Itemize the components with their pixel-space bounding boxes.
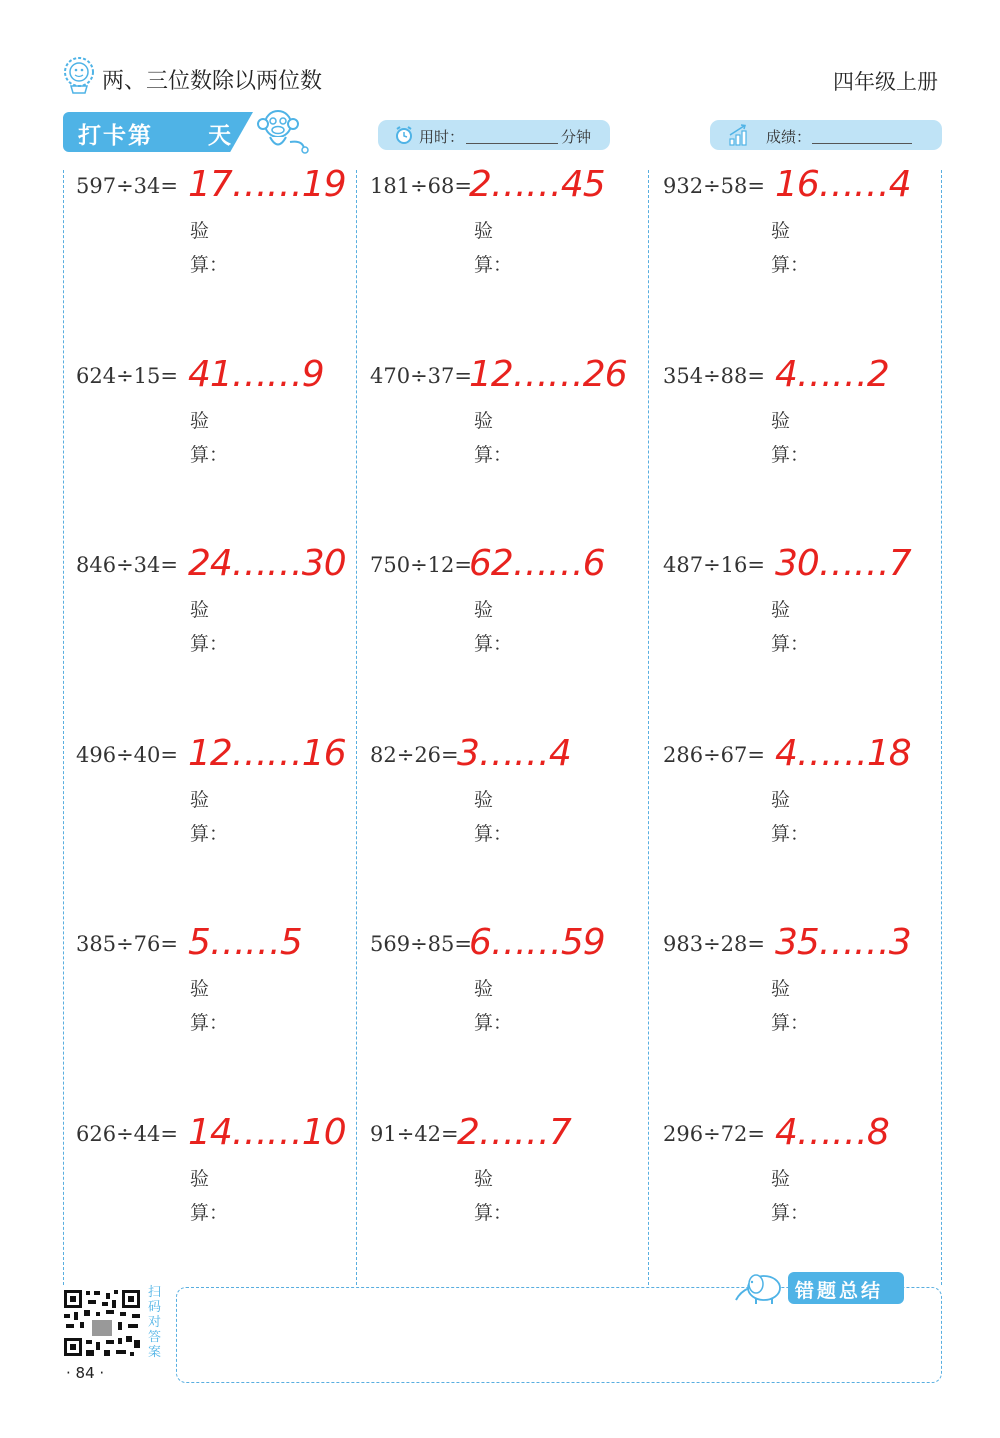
division-problem: 296÷72=: [663, 1122, 765, 1146]
check-label-line2: 算：: [771, 254, 810, 276]
check-label-line2: 算：: [190, 444, 229, 466]
check-label-line2: 算：: [771, 1012, 810, 1034]
check-label-line1: 验: [771, 789, 791, 811]
division-problem: 496÷40=: [76, 743, 178, 767]
division-problem: 846÷34=: [76, 553, 178, 577]
check-label-line2: 算：: [474, 823, 513, 845]
handwritten-answer: 5……5: [188, 922, 302, 963]
handwritten-answer: 62……6: [469, 543, 605, 584]
division-problem: 597÷34=: [76, 174, 178, 198]
column-divider: [63, 170, 64, 1285]
check-label-line2: 算：: [190, 1202, 229, 1224]
check-label-line2: 算：: [190, 1012, 229, 1034]
handwritten-answer: 4……2: [775, 354, 889, 395]
check-label-line2: 算：: [474, 444, 513, 466]
handwritten-answer: 35……3: [775, 922, 911, 963]
chart-icon: [728, 123, 752, 147]
mistake-summary-label: 错题总结: [795, 1280, 884, 1302]
division-problem: 983÷28=: [663, 932, 765, 956]
division-problem: 487÷16=: [663, 553, 765, 577]
check-label-line1: 验: [190, 978, 210, 1000]
check-label-line1: 验: [474, 789, 494, 811]
check-label-line1: 验: [771, 599, 791, 621]
division-problem: 385÷76=: [76, 932, 178, 956]
scan-answer-label: 扫码对答案: [148, 1285, 162, 1360]
check-label-line2: 算：: [474, 1202, 513, 1224]
division-problem: 181÷68=: [370, 174, 472, 198]
division-problem: 750÷12=: [370, 553, 472, 577]
handwritten-answer: 2……45: [469, 164, 605, 205]
handwritten-answer: 17……19: [188, 164, 346, 205]
check-label-line1: 验: [190, 789, 210, 811]
lion-icon: [62, 56, 96, 94]
check-label-line2: 算：: [190, 823, 229, 845]
check-label-line1: 验: [474, 410, 494, 432]
check-label-line1: 验: [771, 1168, 791, 1190]
column-divider: [356, 170, 357, 1285]
check-label-line1: 验: [190, 220, 210, 242]
handwritten-answer: 3……4: [457, 733, 571, 774]
check-label-line2: 算：: [190, 633, 229, 655]
handwritten-answer: 2……7: [457, 1112, 571, 1153]
check-label-line2: 算：: [771, 1202, 810, 1224]
division-problem: 626÷44=: [76, 1122, 178, 1146]
check-label-line1: 验: [771, 220, 791, 242]
grade-label: 四年级上册: [833, 70, 938, 94]
division-problem: 82÷26=: [370, 743, 459, 767]
check-label-line1: 验: [190, 1168, 210, 1190]
check-label-line2: 算：: [474, 254, 513, 276]
clock-icon: [394, 125, 414, 145]
check-label-line2: 算：: [771, 444, 810, 466]
check-label-line1: 验: [771, 410, 791, 432]
division-problem: 624÷15=: [76, 364, 178, 388]
check-label-line1: 验: [474, 599, 494, 621]
qr-code[interactable]: [62, 1288, 142, 1358]
check-label-line2: 算：: [190, 254, 229, 276]
check-label-line1: 验: [190, 599, 210, 621]
division-problem: 932÷58=: [663, 174, 765, 198]
time-unit: 分钟: [561, 128, 592, 146]
check-label-line1: 验: [190, 410, 210, 432]
handwritten-answer: 12……26: [469, 354, 627, 395]
handwritten-answer: 24……30: [188, 543, 346, 584]
check-label-line1: 验: [474, 1168, 494, 1190]
check-label-line2: 算：: [474, 1012, 513, 1034]
check-label-line1: 验: [771, 978, 791, 1000]
handwritten-answer: 6……59: [469, 922, 605, 963]
handwritten-answer: 12……16: [188, 733, 346, 774]
division-problem: 354÷88=: [663, 364, 765, 388]
division-problem: 91÷42=: [370, 1122, 459, 1146]
score-blank[interactable]: [812, 127, 912, 144]
chapter-title: 两、三位数除以两位数: [102, 69, 323, 94]
handwritten-answer: 14……10: [188, 1112, 346, 1153]
handwritten-answer: 4……18: [775, 733, 911, 774]
check-label-line2: 算：: [474, 633, 513, 655]
division-problem: 470÷37=: [370, 364, 472, 388]
score-label: 成绩：: [766, 128, 812, 146]
time-label: 用时：: [419, 128, 465, 146]
handwritten-answer: 4……8: [775, 1112, 889, 1153]
checkin-day-text: 天: [208, 123, 231, 149]
column-divider: [941, 170, 942, 1285]
check-label-line1: 验: [474, 220, 494, 242]
division-problem: 569÷85=: [370, 932, 472, 956]
checkin-text: 打卡第: [78, 123, 153, 149]
monkey-icon: [252, 104, 312, 158]
handwritten-answer: 16……4: [775, 164, 911, 205]
elephant-icon: [732, 1266, 788, 1306]
time-blank[interactable]: [466, 127, 558, 144]
handwritten-answer: 30……7: [775, 543, 911, 584]
check-label-line2: 算：: [771, 823, 810, 845]
division-problem: 286÷67=: [663, 743, 765, 767]
check-label-line1: 验: [474, 978, 494, 1000]
page-number: · 84 ·: [66, 1364, 105, 1382]
handwritten-answer: 41……9: [188, 354, 324, 395]
check-label-line2: 算：: [771, 633, 810, 655]
column-divider: [648, 170, 649, 1285]
